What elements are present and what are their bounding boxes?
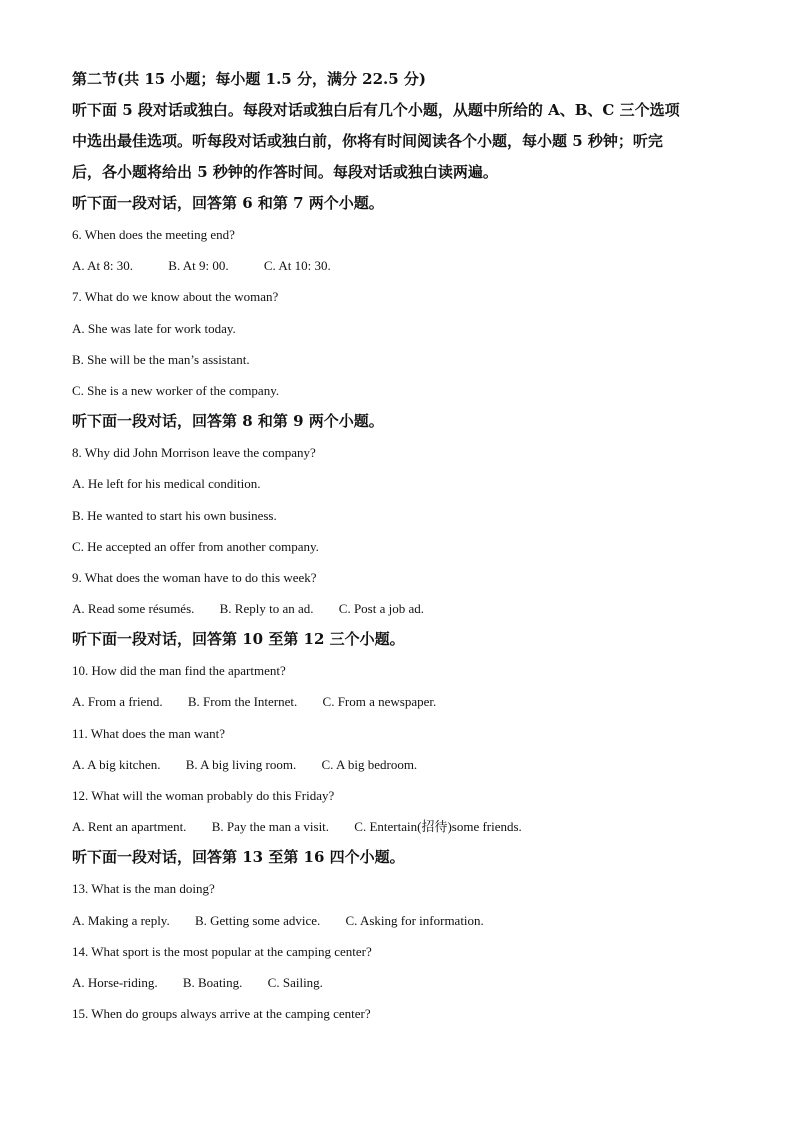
question-13-option-b: B. Getting some advice. — [194, 912, 321, 928]
question-14-stem: 14. What sport is the most popular at the camping center? — [72, 943, 372, 959]
question-10-options — [72, 686, 732, 717]
question-9-option-c: C. Post a job ad. — [338, 601, 425, 617]
question-6-option-a: A. At 8: 30. — [72, 258, 134, 274]
instructions-line-2: 中选出最佳选项。听每段对话或独白前，你将有时间阅读各个小题，每小题 5 秒钟；听完 — [72, 132, 663, 150]
question-11-option-b: B. A big living room. — [185, 756, 297, 772]
question-12-option-c: C. Entertain(招待)some friends. — [354, 819, 522, 835]
question-6-option-c: C. At 10: 30. — [263, 258, 331, 274]
question-10-stem: 10. How did the man find the apartment? — [72, 663, 286, 679]
question-9-stem: 9. What does the woman have to do this week? — [72, 569, 317, 585]
question-10-option-c: C. From a newspaper. — [322, 694, 437, 710]
instructions-line-3: 后，各小题将给出 5 秒钟的作答时间。每段对话或独白读两遍。 — [72, 163, 498, 181]
question-10-option-b: B. From the Internet. — [187, 694, 298, 710]
group-heading-6-7: 听下面一段对话，回答第 6 和第 7 两个小题。 — [72, 194, 384, 212]
question-9-option-b: B. Reply to an ad. — [219, 601, 314, 617]
question-12-options — [72, 811, 732, 842]
question-12-option-b: B. Pay the man a visit. — [211, 819, 330, 835]
question-13-stem: 13. What is the man doing? — [72, 881, 215, 897]
question-14-option-c: C. Sailing. — [267, 974, 323, 990]
question-6-options — [72, 250, 732, 281]
question-7-option-a: A. She was late for work today. — [72, 320, 236, 336]
question-11-stem: 11. What does the man want? — [72, 725, 226, 741]
question-8-option-b: B. He wanted to start his own business. — [72, 507, 277, 523]
question-13-options — [72, 905, 732, 936]
question-12-stem: 12. What will the woman probably do this Friday? — [72, 788, 335, 803]
group-heading-13-16: 听下面一段对话，回答第 13 至第 16 四个小题。 — [72, 848, 405, 867]
question-7-option-c: C. She is a new worker of the company. — [72, 382, 280, 398]
question-10-option-a: A. From a friend. — [72, 694, 163, 710]
group-heading-8-9: 听下面一段对话，回答第 8 和第 9 两个小题。 — [72, 412, 384, 431]
question-9-option-a: A. Read some résumés. — [72, 601, 195, 617]
question-13-option-c: C. Asking for information. — [345, 912, 484, 928]
section-title: 第二节(共 15 小题；每小题 1.5 分，满分 22.5 分) — [72, 70, 427, 88]
question-8-option-a: A. He left for his medical condition. — [72, 476, 261, 492]
question-11-options — [72, 749, 732, 780]
question-9-options — [72, 593, 732, 624]
exam-page — [72, 64, 732, 1029]
question-7-stem: 7. What do we know about the woman? — [72, 289, 279, 305]
question-13-option-a: A. Making a reply. — [72, 912, 170, 928]
question-11-option-c: C. A big bedroom. — [321, 756, 418, 772]
question-11-option-a: A. A big kitchen. — [72, 756, 161, 772]
instructions-line-1: 听下面 5 段对话或独白。每段对话或独白后有几个小题，从题中所给的 A、B、C 三个选项 — [72, 101, 680, 119]
question-8-option-c: C. He accepted an offer from another company. — [72, 538, 319, 554]
question-14-option-b: B. Boating. — [182, 974, 243, 990]
question-6-option-b: B. At 9: 00. — [168, 258, 229, 274]
question-14-option-a: A. Horse-riding. — [72, 974, 158, 990]
question-12-option-a: A. Rent an apartment. — [72, 819, 187, 835]
question-15-stem: 15. When do groups always arrive at the camping center? — [72, 1006, 371, 1022]
question-14-options — [72, 967, 732, 998]
question-7-option-b: B. She will be the man’s assistant. — [72, 351, 250, 367]
question-8-stem: 8. Why did John Morrison leave the company? — [72, 445, 316, 461]
group-heading-10-12: 听下面一段对话，回答第 10 至第 12 三个小题。 — [72, 630, 405, 649]
question-6-stem: 6. When does the meeting end? — [72, 227, 235, 242]
